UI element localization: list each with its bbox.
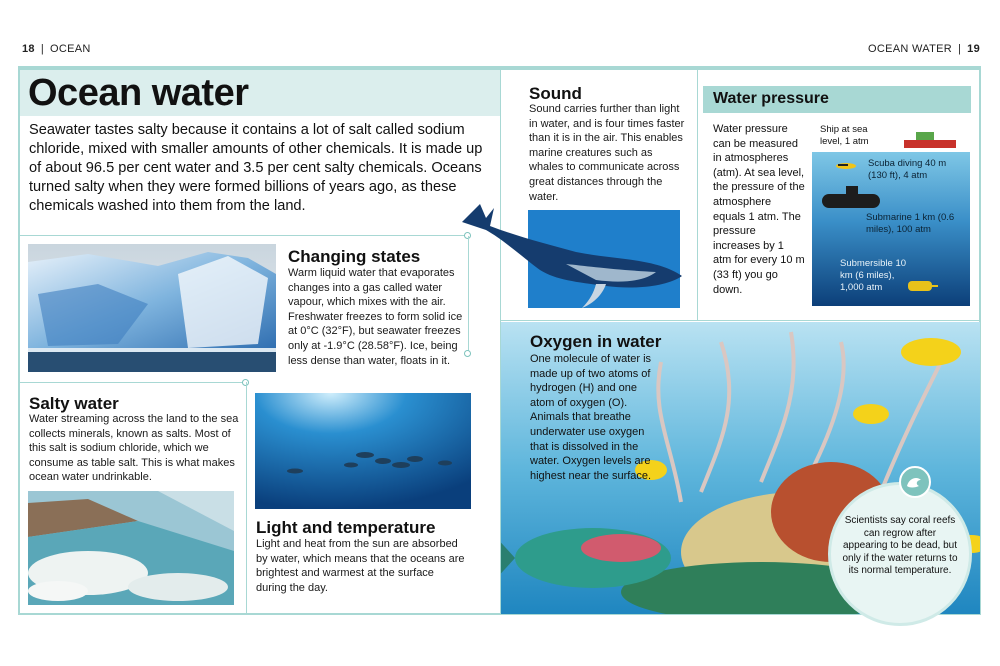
- scuba-diver-icon: [836, 163, 856, 169]
- section-name-left: OCEAN: [50, 43, 91, 55]
- divider-middle-left: [20, 382, 246, 383]
- ship-label: Ship at sea level, 1 atm: [820, 124, 869, 147]
- ship-icon: [904, 132, 956, 148]
- coral-note-text: Scientists say coral reefs can regrow after appearing to be dead, but only if the water returns to its normal temperature.: [842, 515, 958, 577]
- divider-vertical-right: [697, 70, 698, 320]
- page-number-right: 19: [967, 43, 980, 55]
- divider-right: [500, 320, 980, 321]
- divider-top-left: [20, 235, 468, 236]
- oxygen-heading: Oxygen in water: [530, 332, 662, 351]
- dolphins-image: [255, 393, 471, 509]
- page-number-left: 18: [22, 43, 35, 55]
- intro-paragraph: Seawater tastes salty because it contains a lot of salt called sodium chloride, mixed with smaller amounts of other chemicals. It is made up of about 96.5 per cent water and 3.5 per cent salty chemicals. Oceans turned salty when they were formed billions of years ago, as these chemicals washed into them from the land.: [29, 122, 483, 214]
- water-pressure-heading: Water pressure: [713, 90, 829, 107]
- salty-water-body: Water streaming across the land to the sea collects minerals, known as salts. Most of this salt is sodium chloride, which we consume as table salt. This is what makes ocean water undrinkable.: [29, 413, 239, 484]
- section-name-right: OCEAN WATER: [868, 43, 952, 55]
- whale-image: [456, 200, 686, 310]
- wave-icon: [899, 466, 931, 498]
- light-temperature-heading: Light and temperature: [256, 518, 436, 537]
- submarine-label: Submarine 1 km (0.6 miles), 100 atm: [866, 212, 955, 235]
- light-temperature-body: Light and heat from the sun are absorbed by water, which means that the oceans are brightest and warmest at the surface during the day.: [256, 538, 465, 594]
- changing-states-heading: Changing states: [288, 247, 421, 266]
- scuba-label: Scuba diving 40 m (130 ft), 4 atm: [868, 158, 947, 181]
- page-folio-left: 18 | OCEAN: [22, 43, 91, 55]
- divider-node: [464, 350, 471, 357]
- water-pressure-body: Water pressure can be measured in atmospheres (atm). At sea level, the pressure of the atmosphere equals 1 atm. The pressure increases by 1 atm for every 10 m (33 ft) you go down.: [713, 123, 805, 296]
- salt-shore-image: [28, 491, 234, 605]
- divider-vertical-mid: [246, 382, 247, 614]
- salty-water-heading: Salty water: [29, 394, 119, 413]
- submersible-label: Submersible 10 km (6 miles), 1,000 atm: [840, 258, 907, 293]
- page-folio-right: OCEAN WATER | 19: [868, 43, 980, 55]
- page-title: Ocean water: [28, 72, 249, 114]
- sound-heading: Sound: [529, 84, 582, 103]
- iceberg-image: [28, 244, 276, 372]
- changing-states-body: Warm liquid water that evaporates changes into a gas called water vapour, which mixes with the air. Freshwater freezes to form solid ice at 0°C (32°F), but seawater freezes only at -1.9°C (28.58°F). Ice, being less dense than water, floats in it.: [288, 267, 463, 367]
- oxygen-body: One molecule of water is made up of two atoms of hydrogen (H) and one atom of oxygen (O). Animals that breathe underwater use oxygen that is dissolved in the water. Oxygen levels are highest near the surface.: [530, 353, 652, 482]
- sound-body: Sound carries further than light in water, and is four times faster than it is in the air. This enables marine creatures such as whales to communicate across great distances through the water.: [529, 103, 685, 203]
